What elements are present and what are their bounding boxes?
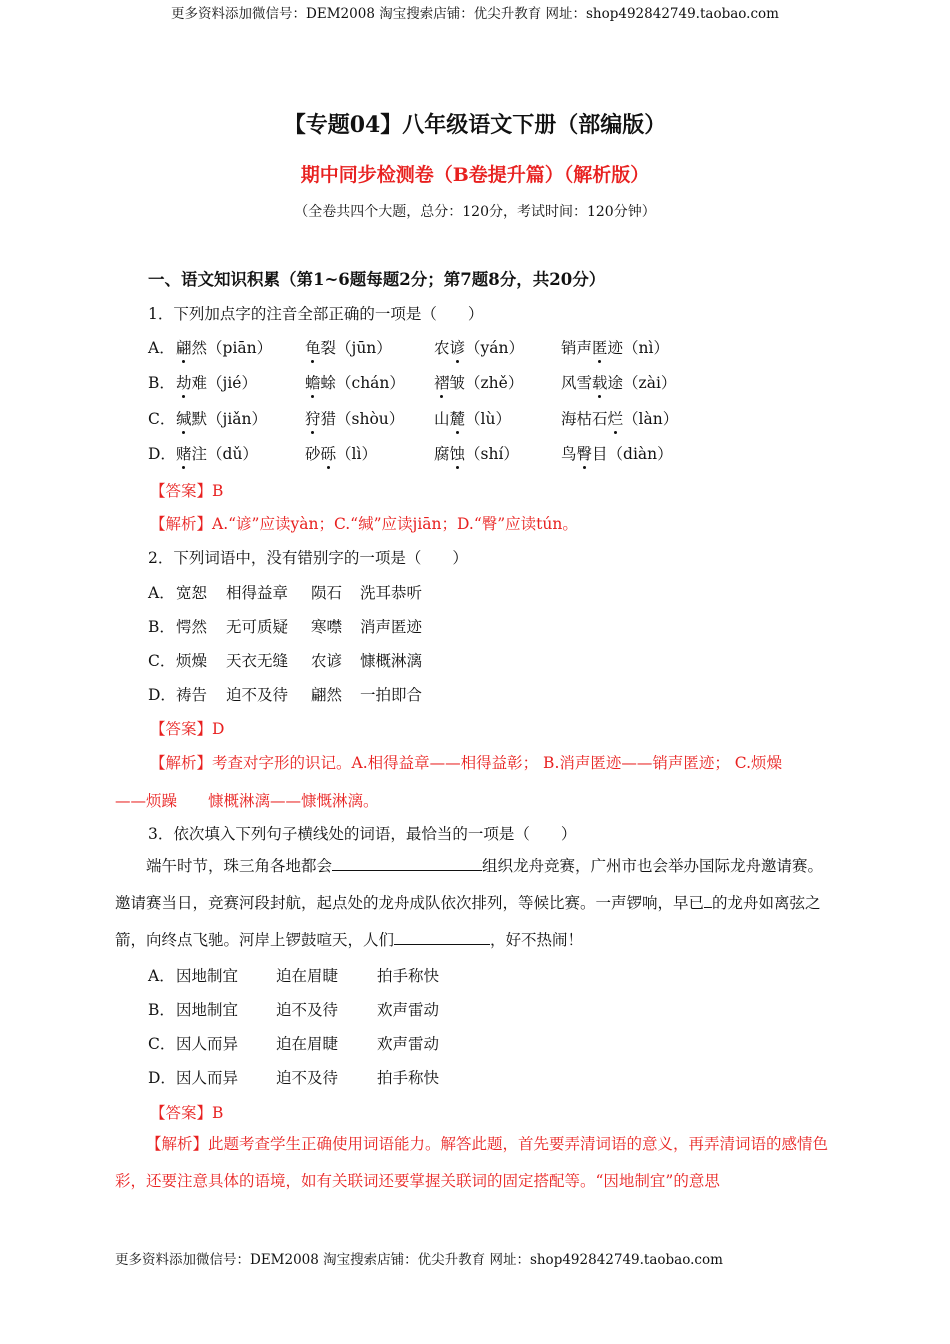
word-suffix: 目（diàn） [592, 445, 673, 463]
option-item: 宽恕 [176, 584, 208, 602]
option-item [561, 442, 673, 464]
dotted-character: 蟾 [305, 371, 321, 393]
option-item [561, 371, 676, 393]
option-item: 迫不及待 [276, 1001, 339, 1019]
dotted-character: 臀 [577, 442, 593, 464]
fill-blank-1 [332, 856, 482, 871]
option-item [434, 442, 519, 464]
option-item [176, 336, 272, 358]
option-item: 无可质疑 [226, 618, 289, 636]
question-2-analysis-line2: ——烦躁 慷概淋漓——慷慨淋漓。 [115, 792, 379, 810]
option-label: B． [148, 618, 175, 636]
option-item: 拍手称快 [377, 967, 440, 985]
question-3-analysis: 【解析】此题考查学生正确使用词语能力。解答此题，首先要弄清词语的意义，再弄清词语的感情色彩，还要注意具体的语境，如有关联词还要掌握关联词的固定搭配等。“因地制宜”的意思 [115, 1135, 829, 1190]
question-2-stem: 2．下列词语中，没有错别字的一项是（ ） [148, 549, 468, 567]
dotted-character: 劫 [176, 371, 192, 393]
section-heading: 一、语文知识积累（第1~6题每题2分；第7题8分，共20分） [148, 270, 606, 289]
fill-blank-2 [704, 893, 712, 908]
word-suffix: 默（jiǎn） [191, 410, 268, 428]
option-item: 拍手称快 [377, 1069, 440, 1087]
passage-part-a: 端午时节，珠三角各地都会 [146, 857, 333, 875]
option-item [305, 336, 392, 358]
option-label: C． [148, 652, 176, 670]
option-item [176, 371, 257, 393]
dotted-character: 蚀 [450, 442, 466, 464]
word-suffix: 皱（zhě） [449, 374, 524, 392]
option-item: 欢声雷动 [377, 1035, 440, 1053]
dotted-character: 翩 [176, 336, 192, 358]
question-1-answer: 【答案】B [150, 482, 224, 500]
option-label: B． [148, 374, 175, 392]
option-item: 欢声雷动 [377, 1001, 440, 1019]
option-label: D． [148, 445, 176, 463]
option-item: 消声匿迹 [360, 618, 423, 636]
option-item: 因地制宜 [176, 1001, 239, 1019]
question-2-answer: 【答案】D [150, 720, 225, 738]
word-prefix: 砂 [305, 445, 321, 463]
passage-part-c: 的龙舟如离弦之箭，向终点飞驰。河岸上锣鼓喧天，人们 [115, 894, 821, 949]
option-item: 迫在眉睫 [276, 967, 339, 985]
dotted-character: 褶 [434, 371, 450, 393]
option-item [305, 371, 405, 393]
option-label: A． [148, 339, 175, 357]
word-suffix: 猎（shòu） [320, 410, 405, 428]
option-item: 洗耳恭听 [360, 584, 423, 602]
word-suffix: （shí） [465, 445, 519, 463]
option-label: D． [148, 1069, 176, 1087]
option-label: D． [148, 686, 176, 704]
option-item: 慷概淋漓 [360, 652, 423, 670]
word-suffix: 迹（nì） [607, 339, 669, 357]
option-item [434, 336, 524, 358]
question-1-stem: 1．下列加点字的注音全部正确的一项是（ ） [148, 305, 484, 323]
option-item [305, 407, 404, 429]
word-suffix: 途（zài） [607, 374, 677, 392]
word-suffix: （yán） [465, 339, 525, 357]
option-label: B． [148, 1001, 175, 1019]
option-item: 迫不及待 [226, 686, 289, 704]
option-item: 陨石 [311, 584, 343, 602]
option-item: 因人而异 [176, 1035, 239, 1053]
option-item: 祷告 [176, 686, 208, 704]
option-item: 翩然 [311, 686, 343, 704]
option-item: 烦燥 [176, 652, 208, 670]
option-item [176, 407, 267, 429]
dotted-character: 缄 [176, 407, 192, 429]
dotted-character: 狩 [305, 407, 321, 429]
word-prefix: 鸟 [561, 445, 577, 463]
question-1-analysis: 【解析】A.“谚”应读yàn；C.“缄”应读jiān；D.“臀”应读tún。 [150, 515, 578, 533]
option-item: 农谚 [311, 652, 343, 670]
option-item: 天衣无缝 [226, 652, 289, 670]
page-title: 【专题04】八年级语文下册（部编版） [283, 112, 667, 138]
option-label: A． [148, 967, 175, 985]
word-prefix: 风雪 [561, 374, 593, 392]
word-prefix: 销声 [561, 339, 593, 357]
option-item [305, 442, 377, 464]
page-header: 更多资料添加微信号：DEM2008 淘宝搜索店铺：优尖升教育 网址：shop492842749.taobao.com [171, 6, 779, 22]
word-suffix: 裂（jūn） [320, 339, 392, 357]
option-item [434, 407, 511, 429]
passage-part-d: ，好不热闹！ [490, 931, 584, 949]
option-label: A． [148, 584, 175, 602]
option-item: 寒噤 [311, 618, 343, 636]
dotted-character: 麓 [450, 407, 466, 429]
word-suffix: 注（dǔ） [191, 445, 258, 463]
question-2-analysis-line1: 【解析】考查对字形的识记。A.相得益章——相得益彰； B.消声匿迹——销声匿迹； C.烦燥 [150, 754, 783, 772]
dotted-character: 谚 [450, 336, 466, 358]
dotted-character: 匿 [592, 336, 608, 358]
exam-note: （全卷共四个大题，总分：120分，考试时间：120分钟） [294, 204, 656, 220]
word-suffix: 蜍（chán） [320, 374, 405, 392]
fill-blank-3 [394, 930, 490, 945]
word-prefix: 山 [434, 410, 450, 428]
question-3-stem: 3．依次填入下列句子横线处的词语，最恰当的一项是（ ） [148, 825, 577, 843]
option-item [434, 371, 523, 393]
word-suffix: （lù） [465, 410, 511, 428]
option-item: 因人而异 [176, 1069, 239, 1087]
option-item: 愕然 [176, 618, 208, 636]
question-3-passage [115, 848, 835, 959]
word-suffix: （lì） [336, 445, 377, 463]
dotted-character: 砾 [321, 442, 337, 464]
word-suffix: 然（piān） [191, 339, 273, 357]
word-prefix: 农 [434, 339, 450, 357]
option-label: C． [148, 410, 176, 428]
word-prefix: 腐 [434, 445, 450, 463]
option-item: 迫在眉睫 [276, 1035, 339, 1053]
option-item: 迫不及待 [276, 1069, 339, 1087]
option-item: 相得益章 [226, 584, 289, 602]
word-suffix: 难（jié） [191, 374, 257, 392]
passage-part-b: 组织龙舟竞赛，广州市也会举办国际龙舟邀请赛。邀请赛当日，竞赛河段封航，起点处的龙舟成队依次排列，等候比赛。一声锣响，早已 [115, 857, 824, 912]
question-3-answer: 【答案】B [150, 1104, 224, 1122]
word-suffix: （làn） [623, 410, 679, 428]
word-prefix: 海枯石 [561, 410, 608, 428]
dotted-character: 载 [592, 371, 608, 393]
dotted-character: 烂 [608, 407, 624, 429]
page-footer: 更多资料添加微信号：DEM2008 淘宝搜索店铺：优尖升教育 网址：shop492842749.taobao.com [115, 1252, 723, 1268]
option-item [561, 336, 669, 358]
page-subtitle: 期中同步检测卷（B卷提升篇）（解析版） [300, 164, 650, 186]
option-item [561, 407, 678, 429]
option-item: 一拍即合 [360, 686, 423, 704]
dotted-character: 赌 [176, 442, 192, 464]
option-label: C． [148, 1035, 176, 1053]
option-item [176, 442, 258, 464]
option-item: 因地制宜 [176, 967, 239, 985]
dotted-character: 龟 [305, 336, 321, 358]
